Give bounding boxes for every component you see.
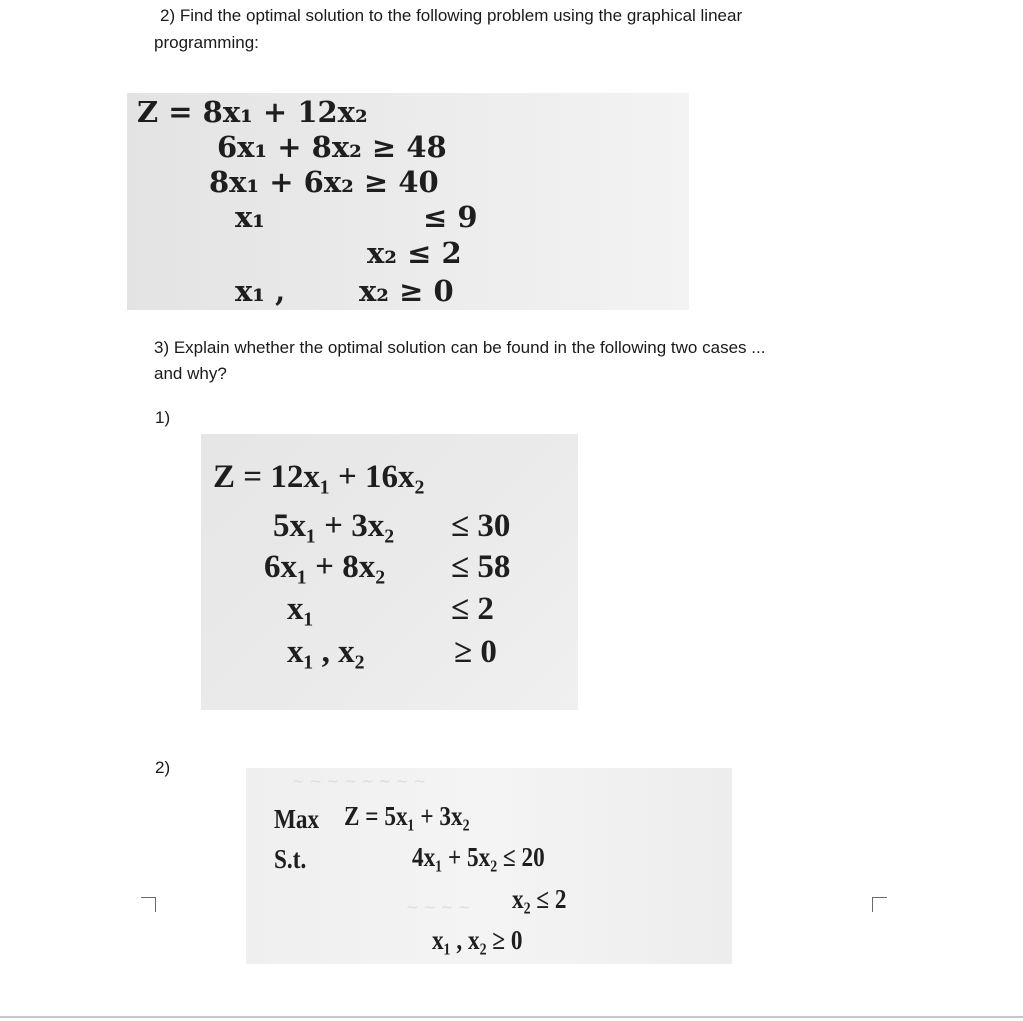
problem-2-objective: Z = 12x₁ + 16x₂ — [213, 459, 425, 495]
problem-3-subject-to: S.t. — [274, 844, 307, 874]
bleed-through-scribble: ~ ~ ~ ~ ~ ~ ~ ~ — [292, 772, 426, 790]
question-3-line-1: 3) Explain whether the optimal solution can be found in the following two cases ... — [154, 338, 766, 357]
problem-2-constraint-2-lhs: 6x₁ + 8x₂ — [264, 549, 386, 585]
question-3-line-2: and why? — [154, 364, 227, 383]
problem-1-constraint-3-rhs: ≤ 9 — [423, 200, 478, 234]
problem-3-max-label: Max — [274, 804, 320, 834]
case-1-label: 1) — [155, 408, 171, 427]
problem-2-constraint-3-var: x₁ — [287, 591, 314, 627]
problem-1-nonneg-x2: x₂ ≥ 0 — [359, 274, 454, 308]
problem-3-image — [246, 768, 732, 964]
problem-2-constraint-3-rhs: ≤ 2 — [451, 591, 494, 627]
case-2-label: 2) — [155, 758, 171, 777]
question-2-line-2: programming: — [154, 33, 259, 52]
problem-1-objective: Z = 8x₁ + 12x₂ — [137, 95, 368, 129]
question-2-line-1: 2) Find the optimal solution to the following problem using the graphical linear — [160, 6, 743, 25]
problem-1-constraint-4: x₂ ≤ 2 — [367, 236, 462, 270]
problem-2-image — [201, 434, 578, 710]
problem-3-constraint-2: x₂ ≤ 2 — [512, 884, 567, 914]
problem-2-constraint-1-rhs: ≤ 30 — [451, 508, 511, 544]
page-bottom-rule — [0, 1016, 1023, 1018]
problem-3-nonneg: x₁ , x₂ ≥ 0 — [432, 925, 523, 955]
crop-mark-left — [141, 897, 156, 912]
problem-2-nonneg-rhs: ≥ 0 — [454, 634, 497, 670]
problem-1-nonneg-x1: x₁ , — [235, 274, 286, 308]
problem-1-constraint-3-var: x₁ — [235, 200, 265, 234]
problem-1-constraint-1: 6x₁ + 8x₂ ≥ 48 — [217, 130, 447, 164]
problem-1-constraint-2: 8x₁ + 6x₂ ≥ 40 — [209, 165, 439, 199]
bleed-through-scribble: ~ ~ ~ ~ — [406, 898, 471, 916]
problem-2-constraint-1-lhs: 5x₁ + 3x₂ — [273, 508, 395, 544]
problem-1-image — [127, 93, 689, 310]
problem-3-objective: Z = 5x₁ + 3x₂ — [344, 801, 470, 831]
problem-2-nonneg-vars: x₁ , x₂ — [287, 634, 365, 670]
problem-3-constraint-1: 4x₁ + 5x₂ ≤ 20 — [412, 842, 545, 872]
crop-mark-right — [872, 897, 887, 912]
problem-2-constraint-2-rhs: ≤ 58 — [451, 549, 511, 585]
